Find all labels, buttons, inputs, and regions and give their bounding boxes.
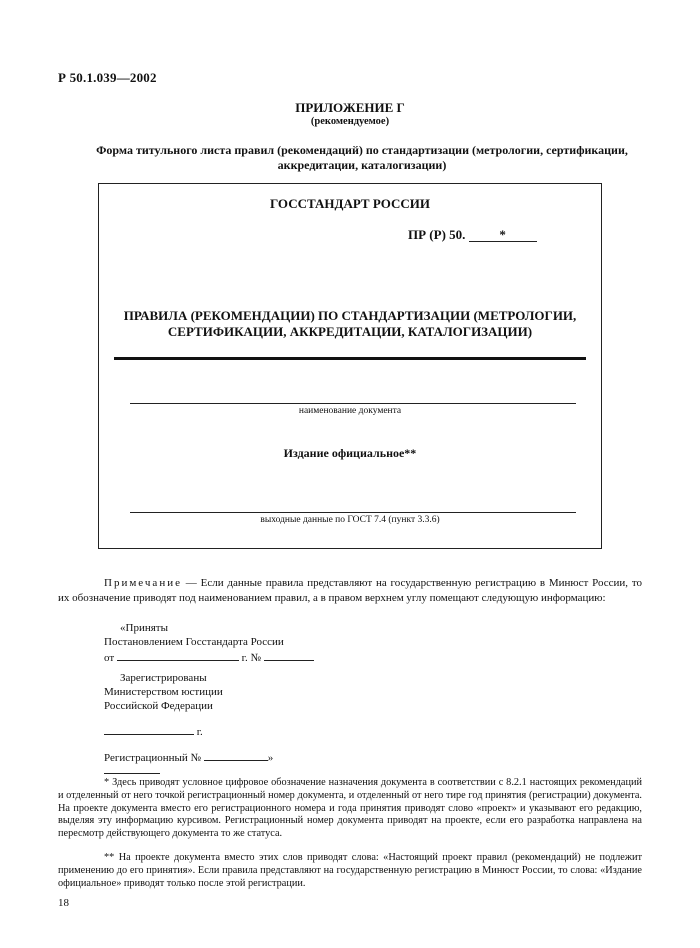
accepted-line: «Приняты (120, 622, 168, 634)
decree-line: Постановлением Госстандарта России (104, 636, 284, 648)
date-number-line (104, 649, 314, 665)
registration-number-line (104, 749, 273, 765)
document-name-caption: наименование документа (298, 406, 402, 416)
footnote-1: * Здесь приводят условное цифровое обозначение назначения документа в соответствии с 8.2.1 настоящих рекомендаций и отделенный от него точкой регистрационный номер документа, и отделенный от него тире год принятия (регистрации) документа. На проекте документа вместо его регистрационного номера и года принятия приводят слово «проект» и указывают его редакцию, выделяя эту информацию курсивом. Регистрационный номер документа приводят на проекте, если его разработка направлена на пересмотр действующего документа то же статуса. (58, 777, 642, 840)
output-data-caption: выходные данные по ГОСТ 7.4 (пункт 3.3.6) (260, 515, 440, 525)
footnote-2: ** На проекте документа вместо этих слов приводят слова: «Настоящий проект правил (рекомендаций) не подлежит применению до его принятия». Если правила представляют на государственную регистрацию в Минюст России, то слова: «Издание официальное» приводят только после этой регистрации. (58, 852, 642, 889)
closing-quote: » (267, 752, 274, 764)
designation-blank: * (469, 228, 537, 242)
appendix-title: ПРИЛОЖЕНИЕ Г (295, 100, 405, 115)
note-paragraph (58, 576, 642, 605)
year-number-label: г. № (241, 652, 261, 664)
document-name-line (130, 403, 576, 404)
footnote-divider (104, 773, 160, 774)
appendix-subtitle: (рекомендуемое) (310, 116, 390, 127)
registered-line: Зарегистрированы (120, 672, 207, 684)
from-label: от (104, 652, 115, 664)
ministry-line: Министерством юстиции (104, 686, 223, 698)
page-number: 18 (58, 897, 69, 909)
document-code-header: Р 50.1.039—2002 (58, 70, 157, 85)
year-line (104, 723, 203, 739)
organization-name: ГОССТАНДАРТ РОССИИ (269, 196, 430, 211)
thick-divider (114, 357, 586, 360)
rules-title: ПРАВИЛА (РЕКОМЕНДАЦИИ) ПО СТАНДАРТИЗАЦИИ (МЕТРОЛОГИИ, СЕРТИФИКАЦИИ, АККРЕДИТАЦИИ, КАТАЛОГИЗАЦИИ) (123, 308, 577, 339)
note-text: — Если данные правила представляют на государственную регистрацию в Минюст России, то их обозначение приводят под наименованием правил, а в правом верхнем углу помещают следующую информацию: (58, 577, 642, 604)
number-blank (264, 649, 314, 661)
registration-number-blank (204, 749, 268, 761)
year-blank (104, 723, 194, 735)
document-designation (408, 227, 537, 243)
date-blank (117, 649, 239, 661)
note-label: Примечание (104, 577, 182, 589)
form-title: Форма титульного листа правил (рекомендаций) по стандартизации (метрологии, сертификации, аккредитации, каталогизации) (96, 143, 628, 172)
designation-prefix: ПР (Р) 50. (408, 227, 466, 242)
output-data-line (130, 512, 576, 513)
edition-label: Издание официальное** (283, 446, 417, 460)
registration-number-label: Регистрационный № (104, 752, 202, 764)
federation-line: Российской Федерации (104, 700, 213, 712)
year-label: г. (196, 726, 203, 738)
